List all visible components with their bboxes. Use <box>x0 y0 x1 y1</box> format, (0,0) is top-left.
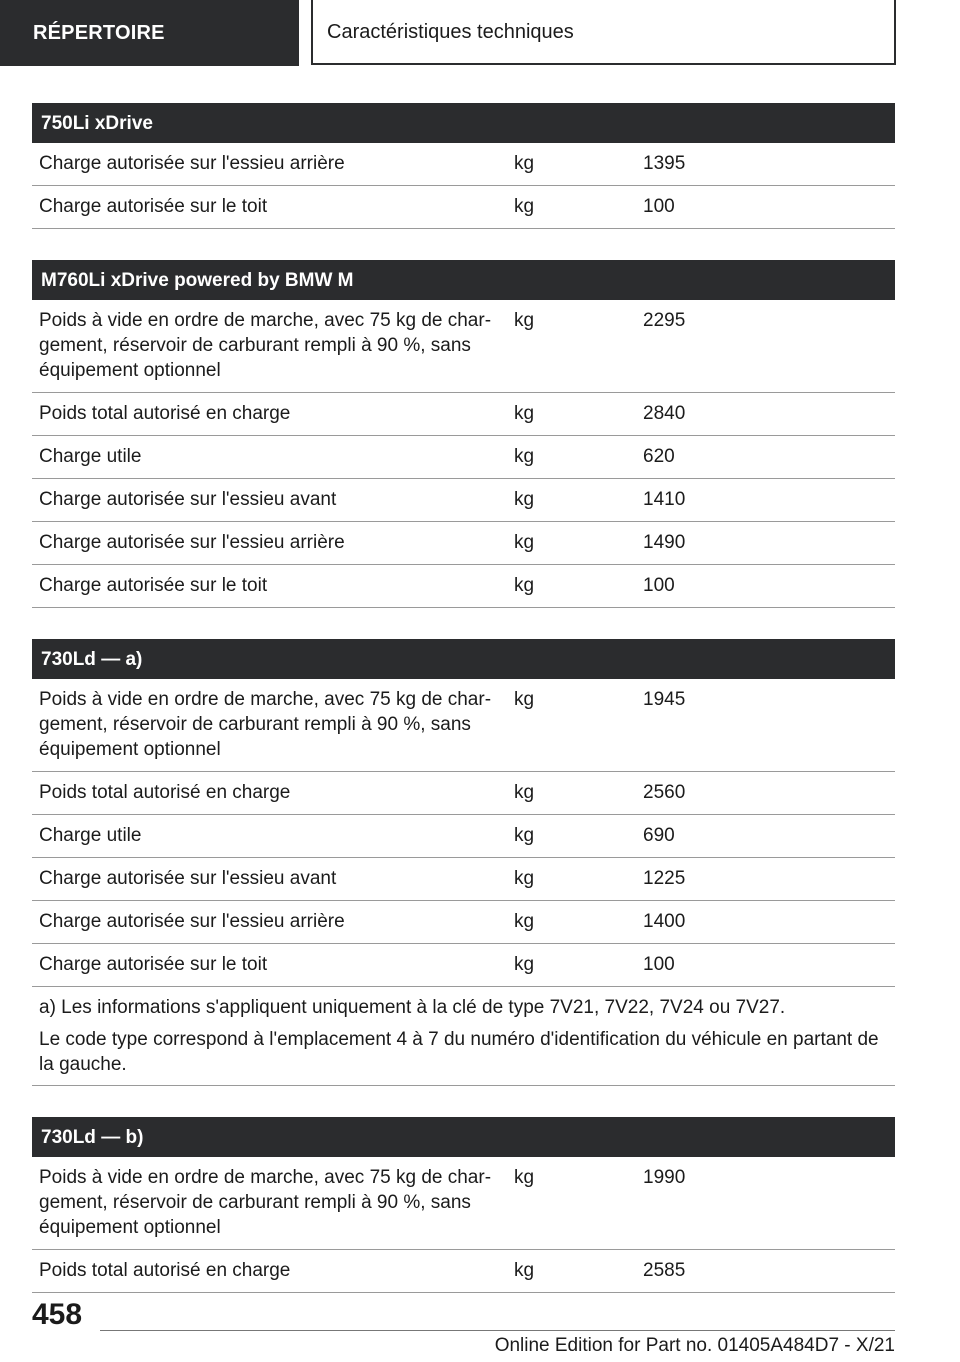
row-value: 1490 <box>643 532 686 553</box>
row-label: Charge autorisée sur le toit <box>39 196 268 217</box>
row-label: Charge autorisée sur l'essieu arrière <box>39 532 345 553</box>
table-row <box>32 772 895 815</box>
row-value: 620 <box>643 446 675 467</box>
table-row <box>32 944 895 987</box>
table-row <box>32 679 895 772</box>
row-value: 2295 <box>643 310 686 331</box>
row-unit: kg <box>514 446 535 467</box>
footnote-text: a) Les informations s'appliquent uniquement à la clé de type 7V21, 7V22, 7V24 ou 7V27. <box>39 997 786 1018</box>
table-row <box>32 143 895 186</box>
row-label: Poids total autorisé en charge <box>39 1260 291 1281</box>
row-value: 2560 <box>643 782 686 803</box>
row-label: Poids à vide en ordre de marche, avec 75 kg de char- gement, réservoir de carburant rempli à 90 %, sans équipement optionnel <box>39 689 492 760</box>
row-value: 690 <box>643 825 675 846</box>
footnote-text: Le code type correspond à l'emplacement 4 à 7 du numéro d'identification du véhicule en partant de la gauche. <box>39 1029 879 1075</box>
row-unit: kg <box>514 196 535 217</box>
table-row <box>32 393 895 436</box>
row-value: 1945 <box>643 689 686 710</box>
row-unit: kg <box>514 1260 535 1281</box>
edition-note: Online Edition for Part no. 01405A484D7 - X/21 <box>494 1335 895 1356</box>
row-value: 100 <box>643 196 675 217</box>
row-label: Charge autorisée sur l'essieu arrière <box>39 911 345 932</box>
section-tab[interactable]: RÉPERTOIRE <box>0 0 299 66</box>
row-value: 1400 <box>643 911 686 932</box>
row-label: Poids total autorisé en charge <box>39 403 291 424</box>
table-row <box>32 300 895 393</box>
section-heading: 750Li xDrive <box>32 103 895 143</box>
section-heading: M760Li xDrive powered by BMW M <box>32 260 895 300</box>
row-label: Poids à vide en ordre de marche, avec 75 kg de char- gement, réservoir de carburant rempli à 90 %, sans équipement optionnel <box>39 310 492 381</box>
row-unit: kg <box>514 954 535 975</box>
row-unit: kg <box>514 489 535 510</box>
table-row <box>32 479 895 522</box>
row-value: 2840 <box>643 403 686 424</box>
row-label: Charge utile <box>39 825 142 846</box>
row-label: Charge autorisée sur l'essieu arrière <box>39 153 345 174</box>
row-unit: kg <box>514 575 535 596</box>
table-row <box>32 1157 895 1250</box>
row-unit: kg <box>514 911 535 932</box>
row-unit: kg <box>514 825 535 846</box>
table-row <box>32 436 895 479</box>
row-value: 1225 <box>643 868 686 889</box>
page-header <box>0 0 960 66</box>
row-value: 1990 <box>643 1167 686 1188</box>
row-label: Charge utile <box>39 446 142 467</box>
row-value: 100 <box>643 575 675 596</box>
section-heading: 730Ld — a) <box>32 639 895 679</box>
row-label: Charge autorisée sur le toit <box>39 954 268 975</box>
spec-content <box>32 103 895 1324</box>
table-row <box>32 858 895 901</box>
table-row <box>32 901 895 944</box>
row-value: 100 <box>643 954 675 975</box>
footer-divider <box>100 1330 895 1331</box>
spec-section-m760li <box>32 260 895 608</box>
spec-section-750li <box>32 103 895 229</box>
row-label: Charge autorisée sur l'essieu avant <box>39 868 337 889</box>
row-label: Poids à vide en ordre de marche, avec 75 kg de char- gement, réservoir de carburant rempli à 90 %, sans équipement optionnel <box>39 1167 492 1238</box>
row-unit: kg <box>514 1167 535 1188</box>
section-heading: 730Ld — b) <box>32 1117 895 1157</box>
footnote <box>32 987 895 1086</box>
row-unit: kg <box>514 153 535 174</box>
row-unit: kg <box>514 868 535 889</box>
row-value: 1410 <box>643 489 686 510</box>
row-unit: kg <box>514 782 535 803</box>
spec-section-730ld-a <box>32 639 895 1086</box>
page-number: 458 <box>32 1298 83 1331</box>
row-label: Charge autorisée sur le toit <box>39 575 268 596</box>
table-row <box>32 565 895 608</box>
row-label: Poids total autorisé en charge <box>39 782 291 803</box>
row-unit: kg <box>514 689 535 710</box>
chapter-title: Caractéristiques techniques <box>311 0 896 65</box>
table-row <box>32 186 895 229</box>
row-value: 1395 <box>643 153 686 174</box>
row-value: 2585 <box>643 1260 686 1281</box>
table-row <box>32 522 895 565</box>
row-unit: kg <box>514 403 535 424</box>
row-unit: kg <box>514 310 535 331</box>
row-unit: kg <box>514 532 535 553</box>
table-row <box>32 1250 895 1293</box>
table-row <box>32 815 895 858</box>
spec-section-730ld-b <box>32 1117 895 1293</box>
row-label: Charge autorisée sur l'essieu avant <box>39 489 337 510</box>
